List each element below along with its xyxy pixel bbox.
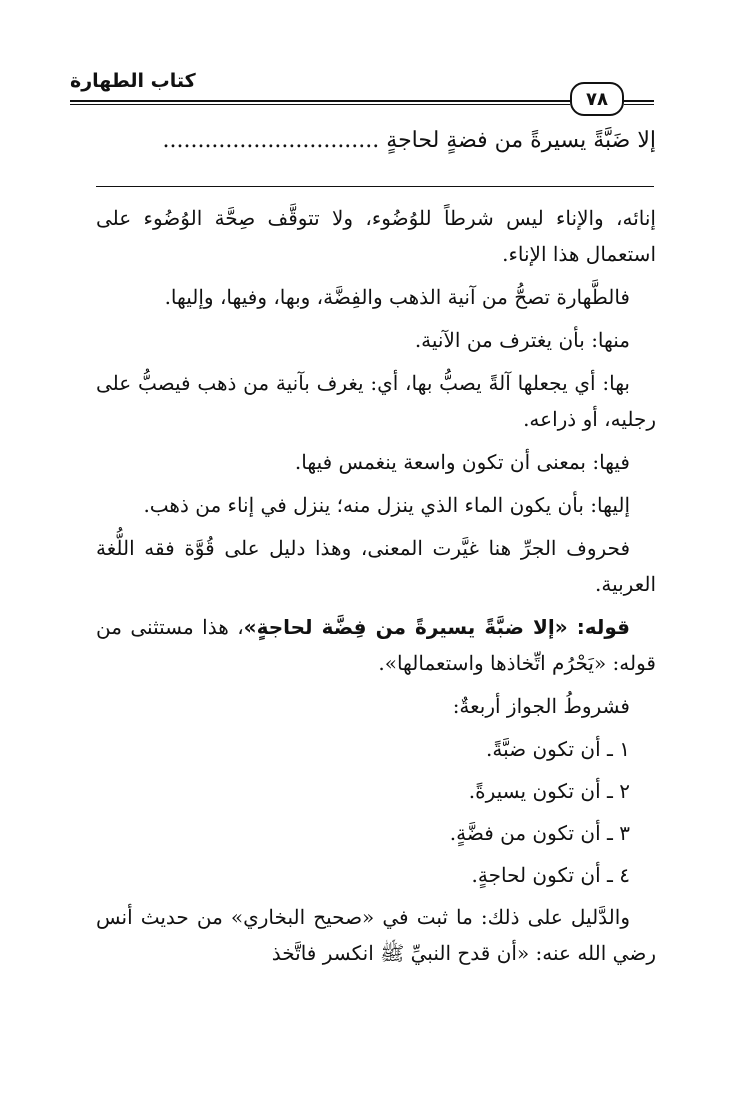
list-item: ١ ـ أن تكون ضبَّةً. xyxy=(485,737,630,761)
matn-dots: ............................... xyxy=(162,128,380,153)
paragraph: فحروف الجرِّ هنا غيَّرت المعنى، وهذا دليل على قُوَّة فقه اللُّغة العربية. xyxy=(96,536,656,596)
matn-divider xyxy=(96,186,654,187)
paragraph: فشروطُ الجواز أربعةٌ: xyxy=(452,694,630,718)
commentary-body xyxy=(96,200,656,978)
quoted-matn: قوله: «إلا ضبَّةً يسيرةً من فِضَّة لحاجةٍ» xyxy=(243,615,630,639)
header-rule xyxy=(70,100,570,102)
paragraph: فالطَّهارة تصحُّ من آنية الذهب والفِضَّة، وبها، وفيها، وإليها. xyxy=(164,285,630,309)
running-title: كتاب الطهارة xyxy=(70,70,196,92)
paragraph: والدَّليل على ذلك: ما ثبت في «صحيح البخاري» من حديث أنس رضي الله عنه: «أن قدح النبيِّ ﷺ انكسر فاتَّخذ xyxy=(96,905,656,965)
list-item: ٤ ـ أن تكون لحاجةٍ. xyxy=(471,863,630,887)
paragraph: إليها: بأن يكون الماء الذي ينزل منه؛ ينزل في إناء من ذهب. xyxy=(143,493,630,517)
page-number: ٧٨ xyxy=(570,82,624,116)
header-rule-thin xyxy=(70,104,570,105)
list-item: ٢ ـ أن تكون يسيرةً. xyxy=(468,779,630,803)
paragraph: إنائه، والإناء ليس شرطاً للوُضُوء، ولا تتوقَّف صِحَّة الوُضُوء على استعمال هذا الإناء. xyxy=(96,206,656,266)
header-rule-right xyxy=(624,100,654,102)
paragraph-quote xyxy=(96,609,656,681)
quote-explanation: ، هذا مستثنى من قوله: «يَحْرُم اتِّخاذها واستعمالها». xyxy=(96,615,656,675)
header-rule-right-thin xyxy=(624,104,654,105)
paragraph: بها: أي يجعلها آلةً يصبُّ بها، أي: يغرف بآنية من ذهب فيصبُّ على رجليه، أو ذراعه. xyxy=(96,371,656,431)
paragraph: فيها: بمعنى أن تكون واسعة ينغمس فيها. xyxy=(294,450,630,474)
matn-line xyxy=(88,128,656,153)
conditions-list xyxy=(96,731,656,893)
paragraph: منها: بأن يغترف من الآنية. xyxy=(414,328,630,352)
list-item: ٣ ـ أن تكون من فضَّةٍ. xyxy=(449,821,630,845)
matn-text: إلا ضَبَّةً يسيرةً من فضةٍ لحاجةٍ xyxy=(386,128,656,153)
